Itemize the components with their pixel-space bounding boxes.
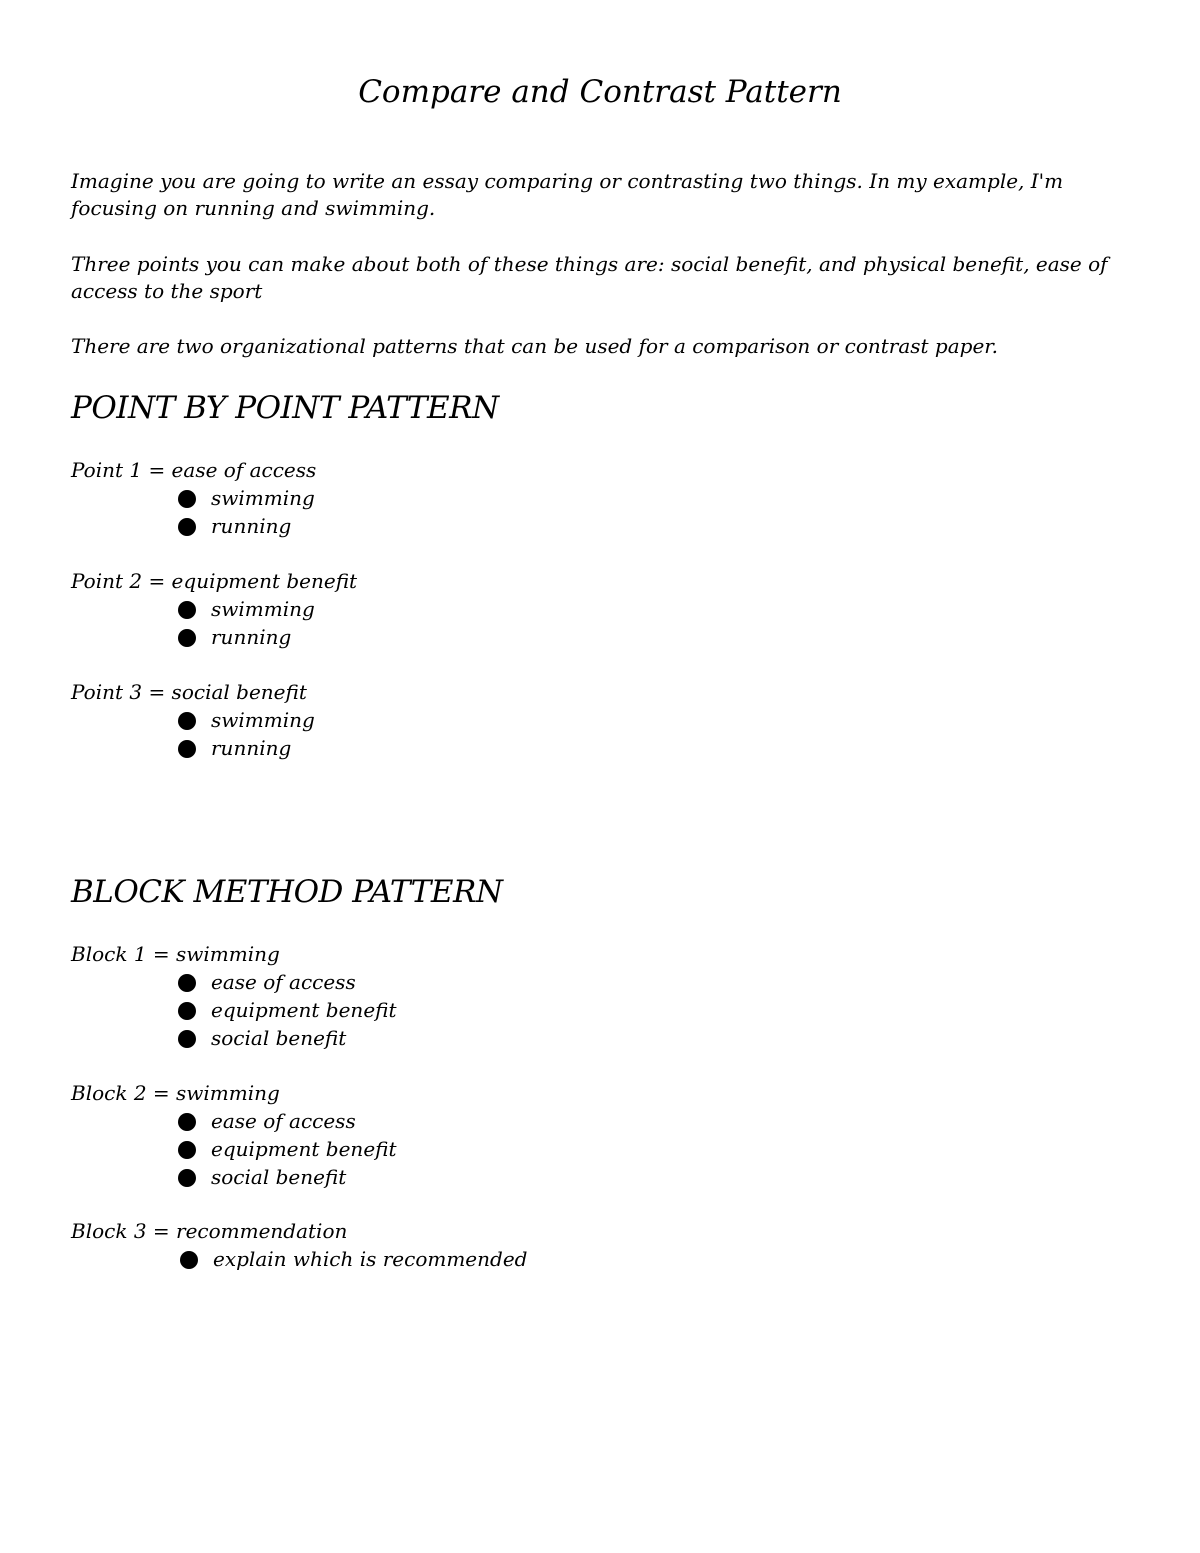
intro-paragraph-1: Imagine you are going to write an essay comparing or contrasting two things. In my example, I'm focusing on running and swimming. xyxy=(71,169,1064,220)
point-group-2 xyxy=(71,568,357,651)
bullet-icon xyxy=(178,1002,196,1020)
block-method-heading: BLOCK METHOD PATTERN xyxy=(71,874,503,910)
block-group-2 xyxy=(71,1080,397,1191)
document-title: Compare and Contrast Pattern xyxy=(358,74,842,110)
block-group-list xyxy=(71,1107,397,1191)
list-item xyxy=(71,968,397,996)
list-item-text: swimming xyxy=(211,708,315,732)
bullet-icon xyxy=(178,1141,196,1159)
list-item xyxy=(71,1163,397,1191)
bullet-icon xyxy=(178,1113,196,1131)
list-item-text: social benefit xyxy=(211,1026,347,1050)
list-item-text: equipment benefit xyxy=(211,998,397,1022)
list-item-text: ease of access xyxy=(211,1109,356,1133)
bullet-icon xyxy=(178,601,196,619)
point-group-list xyxy=(71,595,357,651)
block-group-label: Block 3 = recommendation xyxy=(71,1219,348,1243)
bullet-icon xyxy=(178,1030,196,1048)
intro-paragraph-2: Three points you can make about both of these things are: social benefit, and physical benefit, ease of access to the sport xyxy=(71,252,1108,303)
point-group-label: Point 2 = equipment benefit xyxy=(71,569,358,593)
list-item-text: swimming xyxy=(211,597,315,621)
list-item-text: equipment benefit xyxy=(211,1137,397,1161)
list-item xyxy=(71,512,316,540)
list-item xyxy=(71,1107,397,1135)
list-item-text: swimming xyxy=(211,486,315,510)
point-group-1 xyxy=(71,457,316,540)
list-item-text: social benefit xyxy=(211,1165,347,1189)
block-group-1 xyxy=(71,941,397,1052)
bullet-icon xyxy=(178,629,196,647)
point-group-label: Point 3 = social benefit xyxy=(71,680,307,704)
list-item xyxy=(71,1135,397,1163)
list-item xyxy=(71,1245,527,1273)
list-item xyxy=(71,706,315,734)
block-group-label: Block 2 = swimming xyxy=(71,1081,280,1105)
bullet-icon xyxy=(178,490,196,508)
block-group-list xyxy=(71,968,397,1052)
list-item-text: running xyxy=(211,736,292,760)
bullet-icon xyxy=(178,974,196,992)
list-item xyxy=(71,1024,397,1052)
point-group-list xyxy=(71,484,316,540)
list-item xyxy=(71,623,357,651)
list-item-text: ease of access xyxy=(211,970,356,994)
intro-paragraph-3: There are two organizational patterns that can be used for a comparison or contrast paper. xyxy=(71,334,999,358)
bullet-icon xyxy=(180,1251,198,1269)
list-item-text: running xyxy=(211,514,292,538)
point-group-3 xyxy=(71,679,315,762)
list-item xyxy=(71,734,315,762)
point-group-list xyxy=(71,706,315,762)
bullet-icon xyxy=(178,740,196,758)
block-group-label: Block 1 = swimming xyxy=(71,942,280,966)
block-group-3 xyxy=(71,1218,527,1273)
point-group-label: Point 1 = ease of access xyxy=(71,458,317,482)
point-by-point-heading: POINT BY POINT PATTERN xyxy=(71,390,499,426)
block-group-list xyxy=(71,1245,527,1273)
bullet-icon xyxy=(178,712,196,730)
list-item xyxy=(71,484,316,512)
bullet-icon xyxy=(178,1169,196,1187)
list-item xyxy=(71,595,357,623)
list-item xyxy=(71,996,397,1024)
list-item-text: explain which is recommended xyxy=(213,1247,528,1271)
bullet-icon xyxy=(178,518,196,536)
list-item-text: running xyxy=(211,625,292,649)
